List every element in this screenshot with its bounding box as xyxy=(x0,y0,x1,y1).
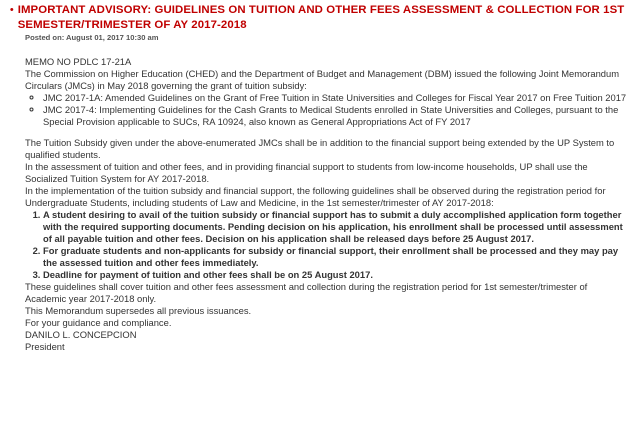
guidelines-list xyxy=(25,209,630,281)
advisory-title-link[interactable]: IMPORTANT ADVISORY: GUIDELINES ON TUITION AND OTHER FEES ASSESSMENT & COLLECTION FOR 1ST SEMESTER/TRIMESTER OF AY 2017-2018 xyxy=(17,4,625,31)
guideline-item: 2. For graduate students and non-applicants for subsidy or financial support, their enrollment shall be processed and they may pay the assessed tuition and other fees immediately. xyxy=(43,245,630,269)
guideline-item: 1. A student desiring to avail of the tuition subsidy or financial support has to submit a duly accomplished application form together with the required supporting documents. Pending decision on his application, his enrollment shall be processed until assessment of all payable tuition and other fees. Decision on his application shall be released days before 25 August 2017. xyxy=(43,209,630,245)
guideline-item: 3. Deadline for payment of tuition and other fees shall be on 25 August 2017. xyxy=(43,269,630,281)
posted-date: Posted on: August 01, 2017 10:30 am xyxy=(25,33,159,42)
jmc-list xyxy=(25,92,630,128)
memo-body xyxy=(25,56,630,353)
subsidy-paragraph: The Tuition Subsidy given under the above-enumerated JMCs shall be in addition to the financial support being extended by the UP System to qualified students. xyxy=(25,137,615,160)
supersede-paragraph: This Memorandum supersedes all previous issuances. xyxy=(25,305,252,316)
implementation-paragraph: In the implementation of the tuition subsidy and financial support, the following guidelines shall be observed during the registration period for Undergraduate Students, including students of Law and Medicine, in the 1st semester/trimester of AY 2017-2018: xyxy=(25,185,606,208)
memo-number: MEMO NO PDLC 17-21A xyxy=(25,56,132,67)
signatory-name: DANILO L. CONCEPCION xyxy=(25,329,137,340)
assessment-paragraph: In the assessment of tuition and other fees, and in providing financial support to students from low-income households, UP shall use the Socialized Tuition System for AY 2017-2018. xyxy=(25,161,588,184)
advisory-headline xyxy=(6,3,631,32)
bullet-icon: • xyxy=(9,4,14,16)
signatory-position: President xyxy=(25,341,65,352)
coverage-paragraph: These guidelines shall cover tuition and other fees assessment and collection during the registration period for 1st semester/trimester of Academic year 2017-2018 only. xyxy=(25,281,588,304)
intro-paragraph: The Commission on Higher Education (CHED) and the Department of Budget and Management (DBM) issued the following Joint Memorandum Circulars (JMCs) in May 2018 governing the grant of tuition subsidy: xyxy=(25,68,620,91)
jmc-item: ◦ JMC 2017-1A: Amended Guidelines on the Grant of Free Tuition in State Universities and Colleges for Fiscal Year 2017 on Free Tuition 2017 xyxy=(43,92,630,104)
guidance-paragraph: For your guidance and compliance. xyxy=(25,317,172,328)
jmc-item: ◦ JMC 2017-4: Implementing Guidelines for the Cash Grants to Medical Students enrolled in State Universities and Colleges, pursuant to the Special Provision applicable to SUCs, RA 10924, also known as General Appropriations Act of FY 2017 xyxy=(43,104,630,128)
